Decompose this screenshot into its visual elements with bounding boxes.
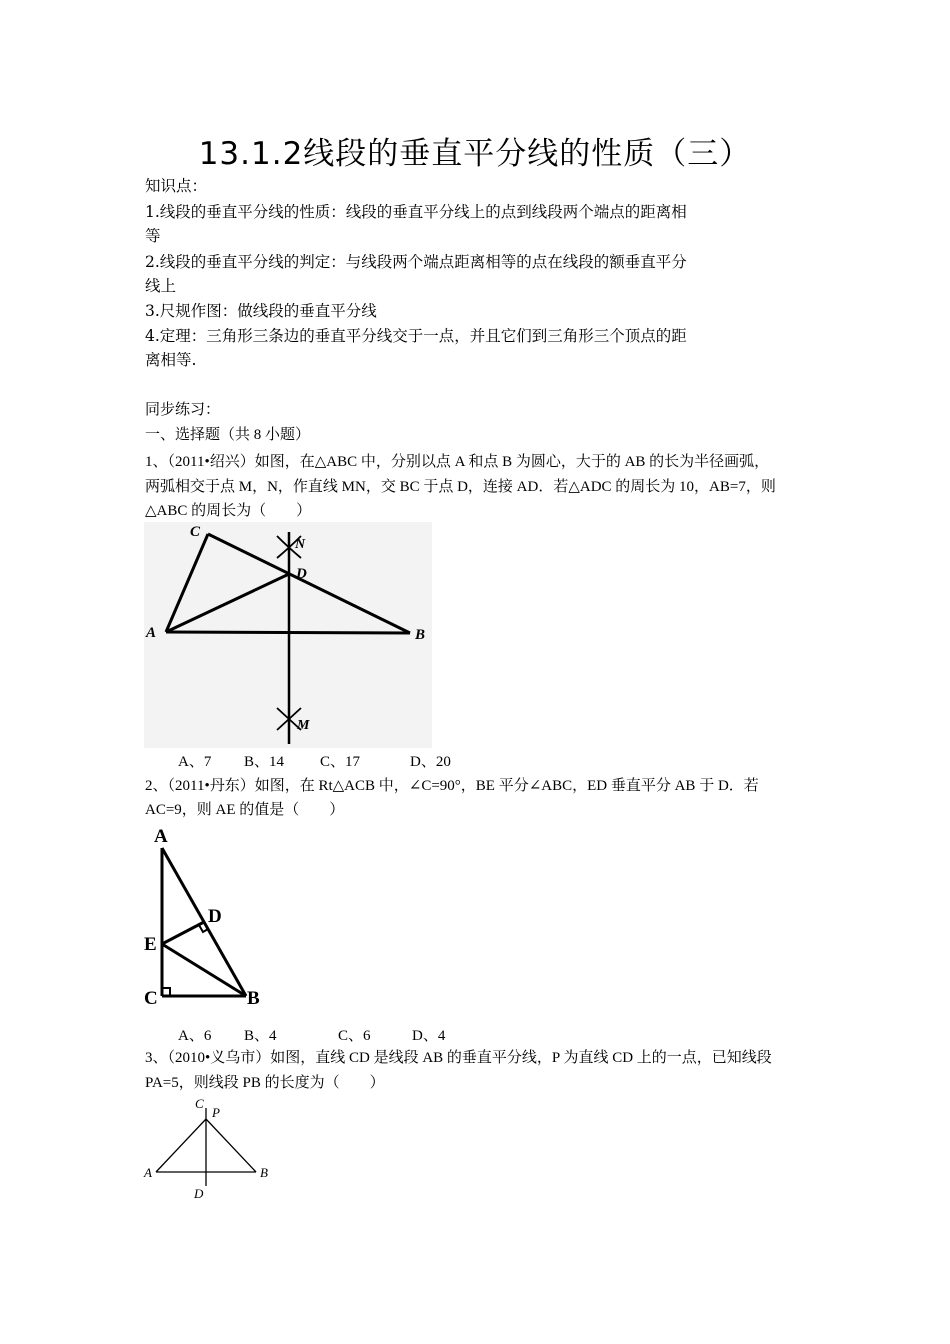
label-a: A [146, 625, 157, 641]
knowledge-item-4-line-2: 离相等. [145, 351, 197, 369]
knowledge-item-1-line-1: 1.线段的垂直平分线的性质：线段的垂直平分线上的点到线段两个端点的距离相 [145, 203, 687, 221]
knowledge-item-4-line-1: 4.定理：三角形三条边的垂直平分线交于一点，并且它们到三角形三个顶点的距 [145, 327, 687, 345]
question-1-line-2: 两弧相交于点 M，N，作直线 MN，交 BC 于点 D，连接 AD．若△ADC 的周长为 10，AB=7，则 [145, 479, 776, 495]
label-d: D [208, 906, 222, 927]
knowledge-item-2-line-2: 线上 [145, 277, 177, 295]
question-1-line-1: 1、（2011•绍兴）如图，在△ABC 中，分别以点 A 和点 B 为圆心，大于的 AB 的长为半径画弧， [145, 454, 770, 470]
label-m: M [297, 718, 310, 733]
label-b: B [260, 1165, 268, 1180]
question-2-line-2: AC=9，则 AE 的值是（ ） [145, 802, 345, 818]
segment-pb [206, 1119, 256, 1172]
question-2-figure [142, 820, 270, 1010]
question-2-option-a: A、6 [178, 1028, 212, 1044]
question-2-option-c: C、6 [338, 1028, 371, 1044]
knowledge-item-2-line-1: 2.线段的垂直平分线的判定：与线段两个端点距离相等的点在线段的额垂直平分 [145, 253, 687, 271]
label-e: E [144, 934, 157, 955]
label-n: N [295, 537, 306, 552]
question-1-option-a: A、7 [178, 754, 212, 770]
label-a: A [154, 826, 168, 847]
label-d: D [194, 1186, 204, 1201]
label-c: C [144, 988, 158, 1009]
question-1-option-c: C、17 [320, 754, 361, 770]
segment-ed [162, 922, 204, 944]
label-p: P [212, 1105, 220, 1120]
label-c: C [190, 524, 201, 540]
segment-pa [156, 1119, 206, 1172]
practice-heading: 同步练习： [145, 402, 221, 418]
knowledge-item-3-line-1: 3.尺规作图：做线段的垂直平分线 [145, 302, 377, 320]
label-b: B [415, 627, 426, 643]
question-2-option-d: D、4 [412, 1028, 446, 1044]
label-b: B [247, 988, 260, 1009]
section-heading: 一、选择题（共 8 小题） [145, 427, 311, 443]
question-3-figure [142, 1094, 282, 1204]
knowledge-heading: 知识点： [145, 177, 208, 195]
question-3-line-2: PA=5，则线段 PB 的长度为（ ） [145, 1075, 385, 1091]
knowledge-item-1-line-2: 等 [145, 227, 161, 245]
question-2-line-1: 2、（2011•丹东）如图，在 Rt△ACB 中，∠C=90°，BE 平分∠ABC，ED 垂直平分 AB 于 D．若 [145, 778, 759, 794]
question-1-option-d: D、20 [410, 754, 451, 770]
question-1-figure [144, 522, 432, 748]
label-c: C [195, 1096, 204, 1111]
question-2-option-b: B、4 [244, 1028, 277, 1044]
label-d: D [296, 566, 307, 582]
question-1-line-3: △ABC 的周长为（ ） [145, 503, 312, 519]
page-title: 13.1.2线段的垂直平分线的性质（三） [198, 136, 752, 172]
label-a: A [144, 1165, 152, 1180]
segment-eb [162, 944, 246, 996]
question-1-option-b: B、14 [244, 754, 285, 770]
question-3-line-1: 3、（2010•义乌市）如图，直线 CD 是线段 AB 的垂直平分线，P 为直线 CD 上的一点，已知线段 [145, 1050, 772, 1066]
